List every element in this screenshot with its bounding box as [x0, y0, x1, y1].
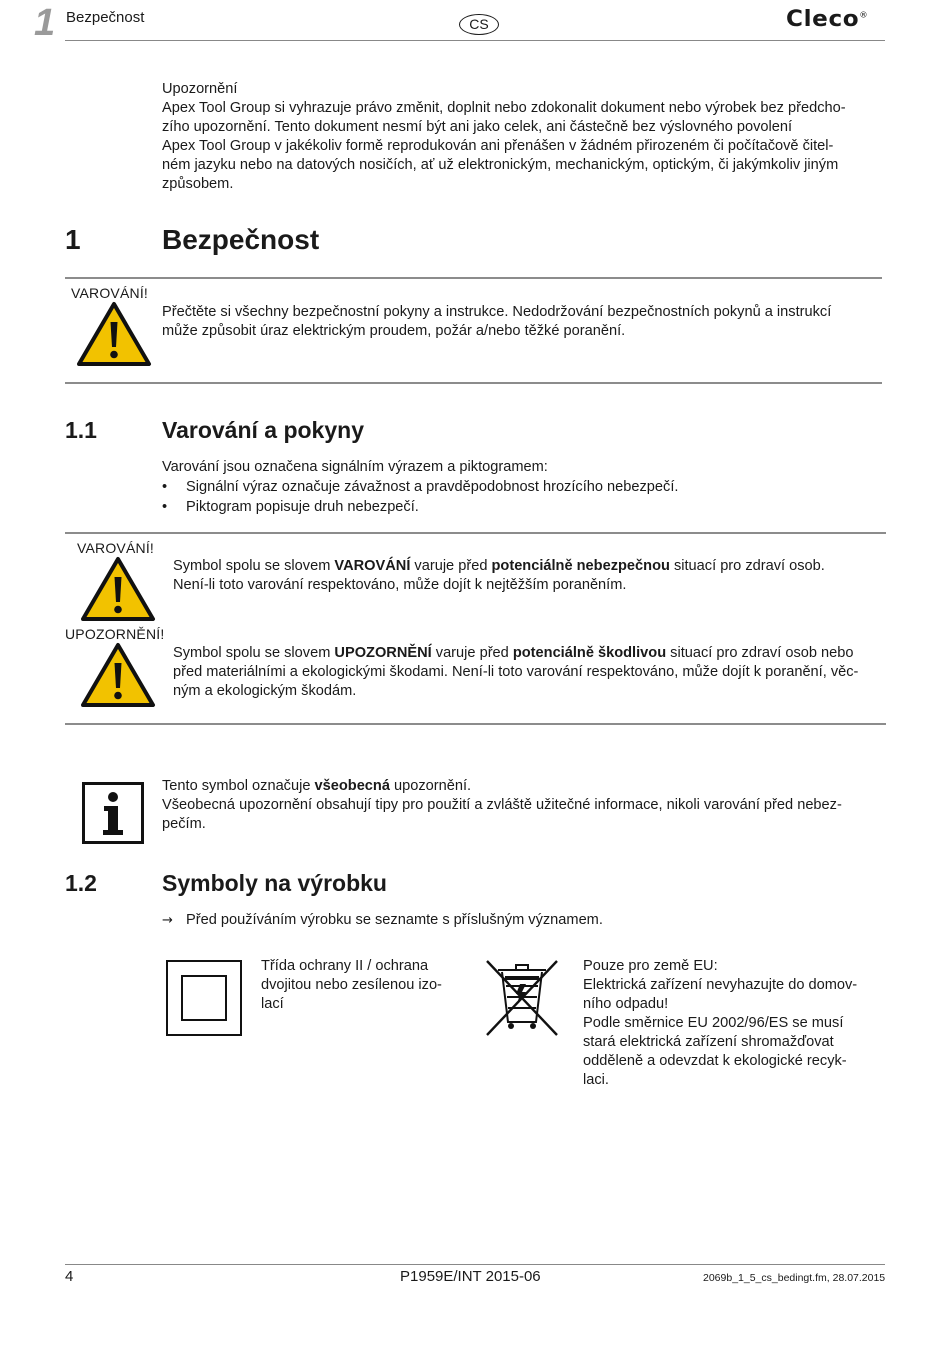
info-icon: [82, 782, 144, 844]
protection-class-ii-icon: [166, 960, 242, 1036]
text-run-bold: VAROVÁNÍ: [334, 558, 411, 574]
footer-doc-id: P1959E/INT 2015-06: [400, 1268, 541, 1285]
section-1-1-intro: Varování jsou označena signálním výrazem a piktogramem:: [162, 459, 548, 475]
text-run: Symbol spolu se slovem: [173, 558, 335, 574]
section-1-warning-label: VAROVÁNÍ!: [71, 285, 149, 301]
text-run: upozornění.: [389, 778, 472, 794]
text-run-bold: potenciálně škodlivou: [512, 645, 667, 661]
text-run-bold: potenciálně nebezpečnou: [491, 558, 670, 574]
warning-line: Přečtěte si všechny bezpečnostní pokyny a instrukce. Nedodržování bezpečnostních pokynů a instrukcí: [162, 304, 832, 320]
notice-line: způsobem.: [162, 176, 234, 192]
warning-example-line: Není-li toto varování respektováno, může dojít k nejtěžším poraněním.: [173, 577, 627, 593]
warning-triangle-icon: [80, 555, 156, 623]
bullet-text: Signální výraz označuje závažnost a pravděpodobnost hrozícího nebezpečí.: [186, 479, 679, 495]
arrow-right-icon: →: [162, 913, 173, 928]
text-run: Symbol spolu se slovem: [173, 645, 335, 661]
notice-block: [162, 80, 887, 194]
signal-words-rule-bottom: [65, 723, 886, 725]
protection-class-text: [261, 957, 471, 1014]
info-line: pečím.: [162, 816, 206, 832]
header-chapter-number: 1: [34, 2, 56, 44]
weee-line: laci.: [583, 1072, 609, 1088]
bullet-mark: •: [162, 499, 168, 515]
notice-title: Upozornění: [162, 81, 238, 97]
brand-name: Cleco: [786, 7, 860, 32]
brand-registered-mark: ®: [859, 10, 869, 20]
info-text: [162, 777, 887, 834]
signal-words-rule-top: [65, 532, 886, 534]
instruction-text: Před používáním výrobku se seznamte s příslušným významem.: [186, 912, 603, 928]
text-run-bold: všeobecná: [314, 778, 390, 794]
text-run: varuje před: [410, 558, 492, 574]
footer-rule: [65, 1264, 885, 1265]
text-run: Tento symbol označuje: [162, 778, 315, 794]
section-1-warning-rule-top: [65, 277, 882, 279]
header-rule: [65, 40, 885, 41]
header-chapter-title: Bezpečnost: [66, 9, 145, 26]
brand-logo: [786, 7, 868, 32]
warning-example-text: [173, 557, 888, 595]
caution-example-line: před materiálními a ekologickými škodami. Není-li toto varování respektováno, může dojít k poranění, věc-: [173, 664, 859, 680]
notice-line: ném jazyku nebo na datových nosičích, ať už elektronickým, mechanickým, optickým, či jakýmkoliv jiným: [162, 157, 839, 173]
text-run: situací pro zdraví osob nebo: [666, 645, 854, 661]
language-badge: [459, 14, 499, 35]
section-1-1-number: 1.1: [65, 417, 97, 443]
text-run: varuje před: [431, 645, 513, 661]
section-1-title: Bezpečnost: [162, 224, 320, 255]
protection-class-line: dvojitou nebo zesílenou izo-: [261, 977, 442, 993]
weee-line: odděleně a odevzdat k ekologické recyk-: [583, 1053, 847, 1069]
warning-example-line: [173, 557, 888, 576]
notice-line: zího upozornění. Tento dokument nesmí být ani jako celek, ani částečně bez výslovného povolení: [162, 119, 793, 135]
text-run-bold: UPOZORNĚNÍ: [334, 645, 432, 661]
weee-line: Podle směrnice EU 2002/96/ES se musí: [583, 1015, 844, 1031]
protection-class-line: lací: [261, 996, 284, 1012]
weee-text: [583, 957, 883, 1090]
protection-class-line: Třída ochrany II / ochrana: [261, 958, 429, 974]
language-badge-label: CS: [469, 16, 489, 32]
notice-line: Apex Tool Group v jakékoliv formě reprodukován ani přenášen v žádném přirozeném či počítačově čitel-: [162, 138, 834, 154]
section-1-number: 1: [65, 224, 81, 255]
weee-line: Pouze pro země EU:: [583, 958, 718, 974]
warning-example-label: VAROVÁNÍ!: [77, 540, 155, 556]
footer-file-info: 2069b_1_5_cs_bedingt.fm, 28.07.2015: [703, 1272, 886, 1284]
caution-example-line: ným a ekologickým škodám.: [173, 683, 357, 699]
info-line: [162, 777, 887, 796]
caution-example-label: UPOZORNĚNÍ!: [65, 626, 165, 642]
weee-line: stará elektrická zařízení shromažďovat: [583, 1034, 834, 1050]
caution-triangle-icon: [80, 641, 156, 709]
section-1-1-title: Varování a pokyny: [162, 417, 364, 443]
notice-line: Apex Tool Group si vyhrazuje právo změnit, doplnit nebo zdokonalit dokument nebo výrobek bez předcho-: [162, 100, 846, 116]
info-line: Všeobecná upozornění obsahují tipy pro použití a zvláště užitečné informace, nikoli varování před nebez-: [162, 797, 842, 813]
weee-line: ního odpadu!: [583, 996, 669, 1012]
section-1-warning-text: [162, 303, 887, 341]
bullet-text: Piktogram popisuje druh nebezpečí.: [186, 499, 419, 515]
weee-line: Elektrická zařízení nevyhazujte do domov-: [583, 977, 858, 993]
bullet-mark: •: [162, 479, 168, 495]
warning-line: může způsobit úraz elektrickým proudem, požár a/nebo těžké poranění.: [162, 323, 626, 339]
text-run: situací pro zdraví osob.: [669, 558, 825, 574]
section-1-2-title: Symboly na výrobku: [162, 870, 387, 896]
footer-page-number: 4: [65, 1268, 74, 1285]
weee-crossed-bin-icon: [484, 958, 560, 1038]
caution-example-text: [173, 644, 893, 701]
caution-example-line: [173, 644, 893, 663]
section-1-2-number: 1.2: [65, 870, 97, 896]
warning-triangle-icon: [76, 300, 152, 368]
section-1-warning-rule-bottom: [65, 382, 882, 384]
